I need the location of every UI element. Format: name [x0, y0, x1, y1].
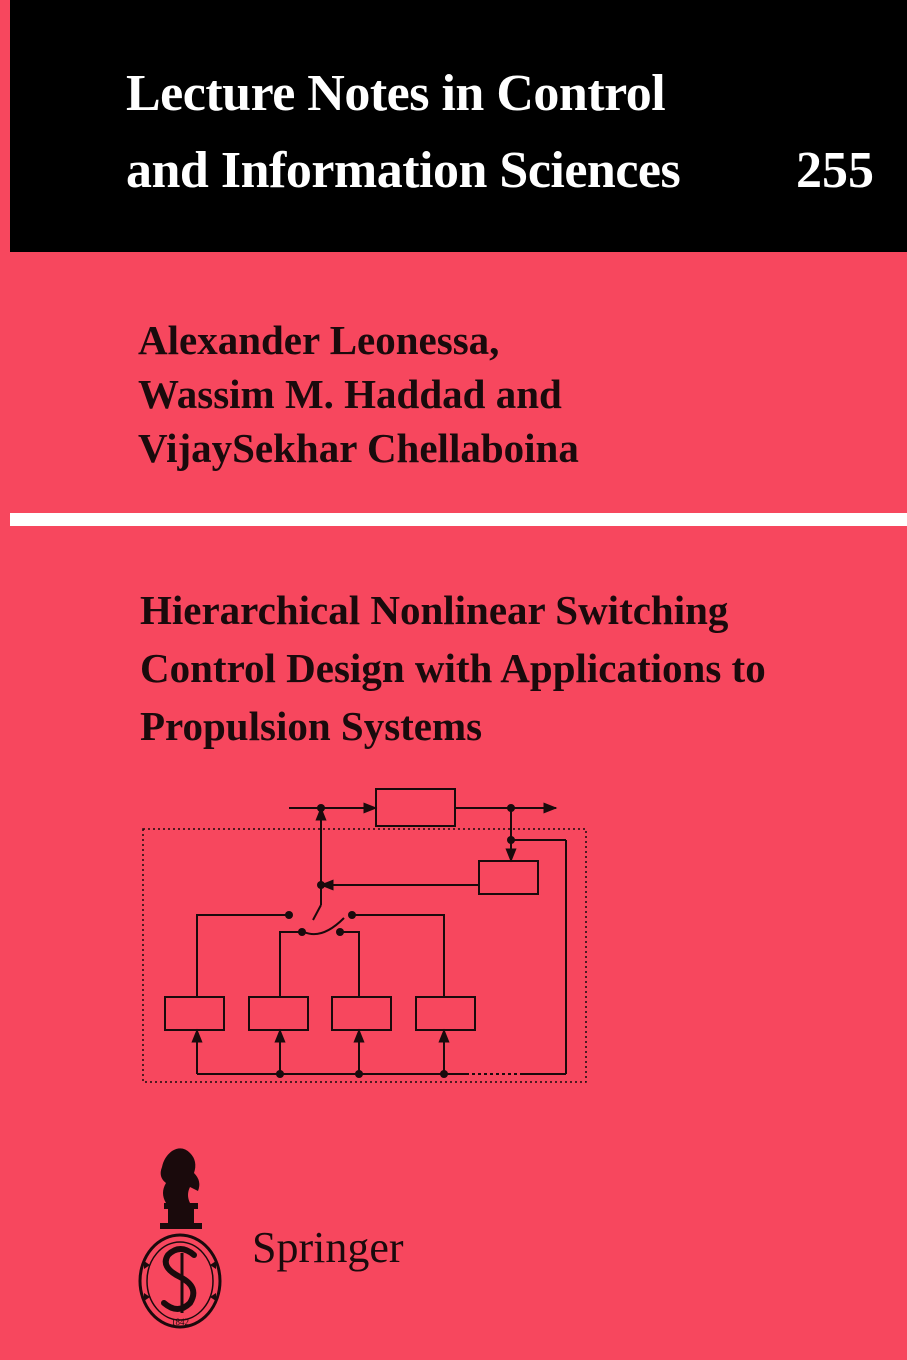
series-title-line-2: and Information Sciences	[126, 142, 681, 199]
series-volume-number: 255	[796, 142, 874, 199]
book-title-line-1: Hierarchical Nonlinear Switching	[140, 587, 729, 633]
white-divider	[10, 513, 907, 526]
book-title-line-2: Control Design with Applications to	[140, 645, 766, 691]
publisher-name: Springer	[252, 1223, 404, 1272]
series-band	[10, 0, 907, 252]
seal-year: 1842	[171, 1317, 189, 1327]
springer-knight-seal-icon	[132, 1143, 228, 1333]
switching-control-block-diagram	[130, 780, 600, 1100]
author-3: VijaySekhar Chellaboina	[138, 425, 579, 471]
author-2: Wassim M. Haddad and	[138, 371, 562, 417]
book-title-line-3: Propulsion Systems	[140, 703, 483, 749]
series-title-line-1: Lecture Notes in Control	[126, 65, 666, 122]
author-1: Alexander Leonessa,	[138, 317, 500, 363]
